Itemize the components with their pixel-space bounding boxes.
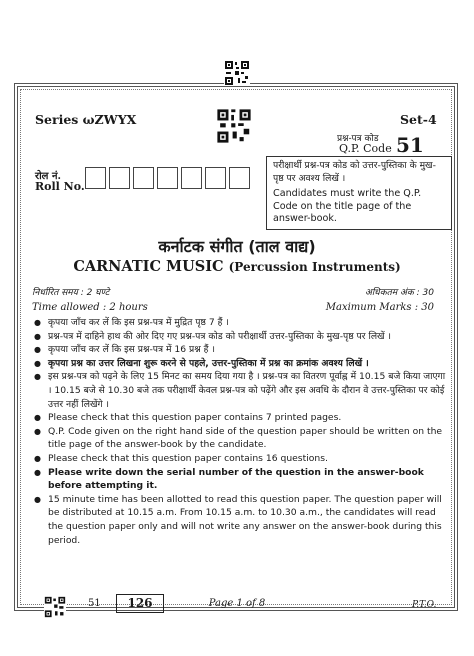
- roll-number-boxes[interactable]: [85, 167, 250, 189]
- qr-code-icon: [224, 60, 250, 86]
- qp-code-value: 51: [396, 133, 424, 157]
- instruction-item: ● प्रश्न-पत्र में दाहिने हाथ की ओर दिए गए प्रश्न-पत्र कोड को परीक्षार्थी उत्तर-पुस्तिका के मुख-पृष्ठ पर लिखें ।: [32, 330, 450, 344]
- pto-label: P.T.O.: [412, 600, 437, 610]
- instruction-item: ● कृपया जाँच कर लें कि इस प्रश्न-पत्र में मुद्रित पृष्ठ 7 हैं ।: [32, 316, 450, 330]
- roll-number-label-hindi: रोल नं.: [35, 171, 61, 182]
- subject-title-sub: (Percussion Instruments): [228, 260, 401, 274]
- instruction-item: ● कृपया प्रश्न का उत्तर लिखना शुरू करने से पहले, उत्तर-पुस्तिका में प्रश्न का क्रमांक अवश्य लिखें ।: [32, 357, 450, 371]
- roll-digit-box[interactable]: [85, 167, 106, 189]
- set-label: Set-4: [400, 112, 437, 127]
- candidate-note-english: Candidates must write the Q.P. Code on the title page of the answer-book.: [273, 188, 422, 224]
- instruction-item: ● कृपया जाँच कर लें कि इस प्रश्न-पत्र में 16 प्रश्न हैं ।: [32, 343, 450, 357]
- instructions-list: [32, 316, 450, 547]
- roll-digit-box[interactable]: [133, 167, 154, 189]
- candidate-note-box: [266, 156, 452, 230]
- instruction-item: ● 15 minute time has been allotted to read this question paper. The question paper will be distributed at 10.15 a.m. From 10.15 a.m. to 10.30 a.m., the candidates will read the question paper only and will not write any answer on the answer-book during this period.: [32, 493, 450, 547]
- candidate-note-hindi: परीक्षार्थी प्रश्न-पत्र कोड को उत्तर-पुस्तिका के मुख-पृष्ठ पर अवश्य लिखें ।: [273, 160, 436, 184]
- roll-digit-box[interactable]: [109, 167, 130, 189]
- roll-digit-box[interactable]: [181, 167, 202, 189]
- time-allowed-hindi: निर्धारित समय : 2 घण्टे: [32, 288, 110, 298]
- qr-code-icon: [216, 108, 252, 144]
- subject-title-hindi: कर्नाटक संगीत (ताल वाद्य): [158, 237, 316, 256]
- qp-code-label: Q.P. Code: [339, 142, 392, 155]
- subject-title-main: CARNATIC MUSIC: [73, 258, 224, 275]
- instruction-item: ● Please check that this question paper contains 16 questions.: [32, 452, 450, 466]
- footer-code: 51: [88, 598, 101, 609]
- roll-digit-box[interactable]: [229, 167, 250, 189]
- series-label: Series ωZWYX: [35, 112, 137, 127]
- max-marks: Maximum Marks : 30: [325, 302, 434, 313]
- instruction-item: ● Please write down the serial number of the question in the answer-book before attempting it.: [32, 466, 450, 493]
- max-marks-hindi: अधिकतम अंक : 30: [364, 288, 434, 298]
- qp-code-label-hindi: प्रश्न-पत्र कोड: [337, 134, 379, 144]
- footer-box-number: 126: [116, 594, 164, 613]
- page-number: Page 1 of 8: [208, 598, 266, 609]
- roll-digit-box[interactable]: [157, 167, 178, 189]
- time-allowed: Time allowed : 2 hours: [32, 302, 148, 313]
- instruction-item: ● Please check that this question paper contains 7 printed pages.: [32, 411, 450, 425]
- instruction-item: ● Q.P. Code given on the right hand side of the question paper should be written on the title page of the answer-book by the candidate.: [32, 425, 450, 452]
- roll-number-label: Roll No.: [35, 180, 85, 193]
- roll-digit-box[interactable]: [205, 167, 226, 189]
- subject-title: [0, 258, 474, 275]
- instruction-item: ● इस प्रश्न-पत्र को पढ़ने के लिए 15 मिनट का समय दिया गया है । प्रश्न-पत्र का वितरण पूर्वाह्न में 10.15 बजे किया जाएगा । 10.15 बजे से 10.30 बजे तक परीक्षार्थी केवल प्रश्न-पत्र को पढ़ेंगे और इस अवधि के दौरान वे उत्तर-पुस्तिका पर कोई उत्तर नहीं लिखेंगे ।: [32, 370, 450, 411]
